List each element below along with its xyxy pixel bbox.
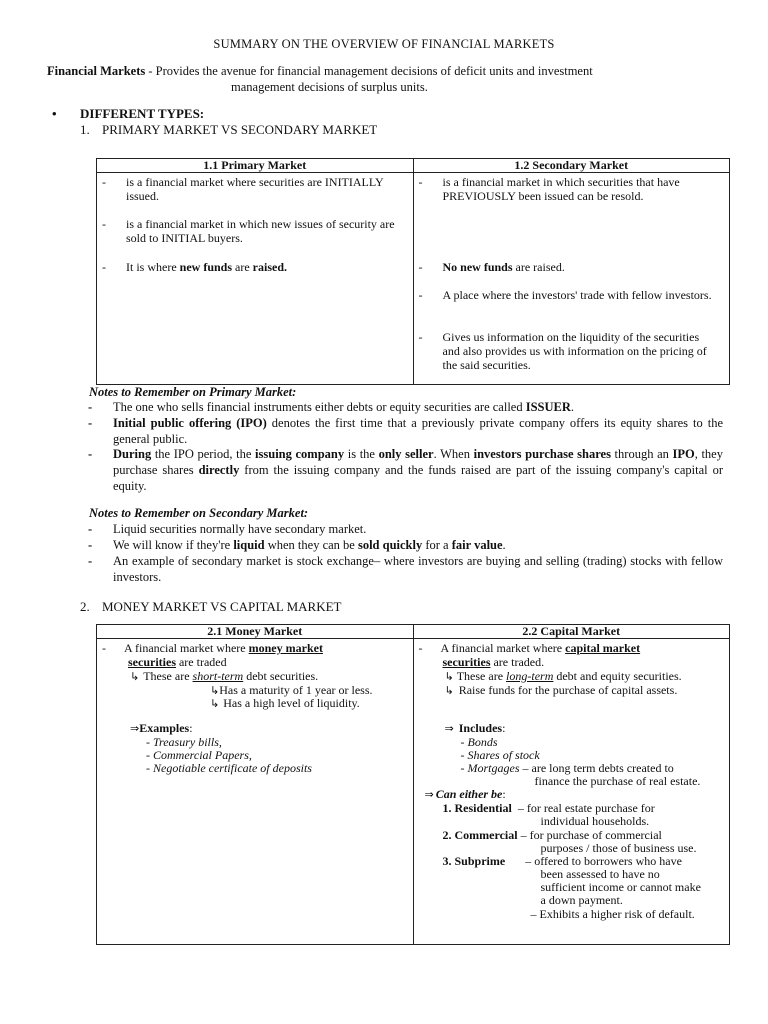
text: the IPO period, the	[151, 447, 256, 461]
capital-line-3	[445, 670, 682, 683]
capital-can-either-label	[425, 788, 506, 801]
dash: -	[88, 447, 93, 461]
types-bullet	[52, 106, 204, 122]
arrow-icon: ↳	[444, 684, 454, 697]
secondary-note-1	[88, 521, 723, 537]
emphasis: only seller	[378, 447, 434, 461]
capital-line-2	[443, 656, 545, 669]
dash: -	[88, 554, 93, 568]
emphasis: 3. Subprime	[442, 854, 506, 868]
emphasis: Examples	[139, 721, 190, 735]
text: We will know if they're	[113, 538, 234, 552]
money-market-header: 2.1 Money Market	[97, 625, 414, 639]
section-2-heading	[80, 599, 341, 615]
text: A financial market where	[440, 641, 566, 655]
emphasis: directly	[198, 463, 240, 477]
section-1-heading	[80, 122, 377, 138]
text: .	[570, 400, 575, 414]
text: for a	[422, 538, 452, 552]
primary-item-3	[102, 260, 402, 274]
capital-include-2: - Shares of stock	[460, 748, 540, 762]
text: It is where	[126, 260, 180, 274]
hook-arrow-icon: ⇒	[444, 722, 454, 735]
capital-subprime-cont-2: sufficient income or cannot make	[540, 880, 701, 894]
text: , they purchase shares	[113, 447, 723, 477]
intro-line-2: management decisions of surplus units.	[231, 80, 428, 94]
capital-commercial-cont: purposes / those of business use.	[540, 841, 697, 855]
capital-line-4	[445, 684, 678, 697]
emphasis: liquid	[233, 538, 265, 552]
dash: -	[88, 538, 93, 552]
emphasis: short-term	[192, 669, 244, 683]
capital-subprime-cont-3: a down payment.	[540, 893, 623, 907]
emphasis: IPO	[672, 447, 695, 461]
capital-include-1: - Bonds	[460, 735, 498, 749]
arrow-icon: ↳	[444, 670, 454, 683]
text: . When	[433, 447, 474, 461]
dash: -	[88, 400, 93, 414]
dash: -	[418, 288, 423, 302]
primary-item-2-text: is a financial market in which new issues of security are sold to INITIAL buyers.	[126, 217, 395, 245]
emphasis: securities	[128, 655, 176, 669]
primary-secondary-table	[96, 158, 730, 385]
primary-item-2	[102, 217, 402, 245]
text: :	[502, 787, 506, 801]
text: These are	[456, 669, 507, 683]
emphasis: long-term	[506, 669, 554, 683]
text: is the	[344, 447, 379, 461]
capital-includes-label	[445, 722, 506, 735]
arrow-icon: ↳	[210, 684, 220, 697]
dash: -	[418, 260, 423, 274]
money-line-3	[130, 670, 318, 683]
text: denotes the first time that a previously private company offers its equity shares to the general public.	[113, 416, 723, 446]
dash: -	[418, 641, 423, 655]
section-2-number: 2.	[80, 599, 90, 614]
dash: -	[102, 641, 106, 655]
secondary-item-1-text: is a financial market in which securities that have PREVIOUSLY been issued can be resold.	[442, 175, 680, 203]
dash: -	[88, 416, 93, 430]
text: are raised.	[512, 260, 565, 274]
secondary-item-2	[419, 260, 719, 274]
emphasis: securities	[442, 655, 491, 669]
text: debt securities.	[243, 669, 319, 683]
secondary-item-3-text: A place where the investors' trade with fellow investors.	[442, 288, 712, 302]
emphasis: new funds	[179, 260, 233, 274]
primary-notes-heading: Notes to Remember on Primary Market:	[89, 385, 297, 399]
capital-subprime-risk: – Exhibits a higher risk of default.	[530, 907, 695, 921]
money-example-2: - Commercial Papers,	[146, 748, 252, 762]
dash: -	[102, 217, 106, 231]
emphasis: During	[113, 447, 152, 461]
emphasis: fair value	[451, 538, 503, 552]
secondary-item-1	[419, 175, 719, 203]
emphasis: Initial public offering (IPO)	[113, 416, 267, 430]
money-line-5	[210, 697, 360, 710]
secondary-market-cell	[413, 173, 730, 385]
money-line-1	[102, 642, 323, 655]
emphasis: investors purchase shares	[473, 447, 611, 461]
text: from the issuing company and the funds raised are part of the issuing company's capital or equity.	[113, 463, 723, 493]
intro-line-1: - Provides the avenue for financial management decisions of deficit units and investment	[145, 64, 593, 78]
text: – offered to borrowers who have	[525, 854, 682, 868]
capital-line-1	[419, 642, 641, 655]
money-example-1: - Treasury bills,	[146, 735, 222, 749]
money-examples-label	[130, 722, 193, 735]
secondary-item-4-text: Gives us information on the liquidity of the securities and also provides us with information on the pricing of the said securities.	[442, 330, 707, 372]
secondary-item-4	[419, 330, 719, 372]
hook-arrow-icon: ⇒	[130, 722, 140, 735]
text: when they can be	[264, 538, 358, 552]
dash: -	[418, 175, 423, 189]
secondary-item-3	[419, 288, 719, 302]
emphasis: 1. Residential	[442, 801, 512, 815]
money-example-3: - Negotiable certificate of deposits	[146, 761, 312, 775]
emphasis: - Mortgages	[460, 761, 520, 775]
text: are traded.	[490, 655, 545, 669]
dash: -	[102, 260, 106, 274]
secondary-note-3	[88, 553, 723, 585]
money-line-2	[128, 656, 227, 669]
intro-paragraph	[47, 63, 727, 95]
dash: -	[88, 522, 93, 536]
money-market-cell	[97, 639, 414, 945]
hook-arrow-icon: ⇒	[424, 788, 434, 801]
text: .	[502, 538, 506, 552]
secondary-note-2	[88, 537, 723, 553]
secondary-note-1-text: Liquid securities normally have secondary market.	[113, 522, 367, 536]
emphasis: 2. Commercial	[442, 828, 518, 842]
text: – for purchase of commercial	[520, 828, 662, 842]
money-capital-table	[96, 624, 730, 945]
primary-item-1	[102, 175, 402, 203]
text: Raise funds for the purchase of capital assets.	[458, 683, 678, 697]
emphasis: issuing company	[255, 447, 345, 461]
text: The one who sells financial instruments either debts or equity securities are called	[113, 400, 526, 414]
emphasis: capital market	[565, 641, 641, 655]
types-heading: DIFFERENT TYPES:	[80, 106, 205, 121]
arrow-icon: ↳	[210, 697, 220, 710]
dash: -	[418, 330, 423, 344]
section-1-title: PRIMARY MARKET VS SECONDARY MARKET	[102, 122, 378, 137]
emphasis: raised.	[252, 260, 288, 274]
page-title: SUMMARY ON THE OVERVIEW OF FINANCIAL MARKETS	[213, 37, 555, 51]
emphasis: sold quickly	[357, 538, 423, 552]
secondary-notes-heading: Notes to Remember on Secondary Market:	[89, 506, 309, 520]
primary-note-2	[88, 415, 723, 447]
bullet-dot: •	[52, 106, 57, 121]
text: :	[502, 721, 506, 735]
primary-note-1	[88, 399, 723, 415]
emphasis: money market	[248, 641, 323, 655]
dash: -	[102, 175, 106, 189]
text: Has a high level of liquidity.	[223, 696, 360, 710]
section-1-number: 1.	[80, 122, 90, 137]
secondary-market-header: 1.2 Secondary Market	[413, 159, 730, 173]
capital-market-header: 2.2 Capital Market	[413, 625, 730, 639]
emphasis: No new funds	[442, 260, 513, 274]
text: through an	[610, 447, 673, 461]
capital-residential-cont: individual households.	[540, 814, 650, 828]
capital-market-cell	[413, 639, 730, 945]
text: Has a maturity of 1 year or less.	[219, 683, 373, 697]
text: A financial market where	[124, 641, 249, 655]
text: – for real estate purchase for	[517, 801, 655, 815]
text: These are	[143, 669, 193, 683]
text: – are long term debts created to	[519, 761, 674, 775]
primary-note-3	[88, 446, 723, 494]
primary-market-header: 1.1 Primary Market	[97, 159, 414, 173]
text: are	[232, 260, 253, 274]
text: are traded	[175, 655, 227, 669]
emphasis: Can either be	[435, 787, 503, 801]
intro-term: Financial Markets	[47, 64, 146, 78]
text: debt and equity securities.	[553, 669, 682, 683]
emphasis: ISSUER	[525, 400, 571, 414]
arrow-icon: ↳	[130, 670, 140, 683]
primary-market-cell	[97, 173, 414, 385]
primary-item-1-text: is a financial market where securities are INITIALLY issued.	[126, 175, 384, 203]
emphasis: Includes	[458, 721, 503, 735]
section-2-title: MONEY MARKET VS CAPITAL MARKET	[102, 599, 342, 614]
secondary-note-3-text: An example of secondary market is stock exchange– where investors are buying and selling (trading) stocks with fellow investors.	[113, 554, 723, 584]
capital-include-3-cont: finance the purchase of real estate.	[534, 774, 701, 788]
capital-subprime-cont-1: been assessed to have no	[540, 867, 660, 881]
text: :	[189, 721, 193, 735]
